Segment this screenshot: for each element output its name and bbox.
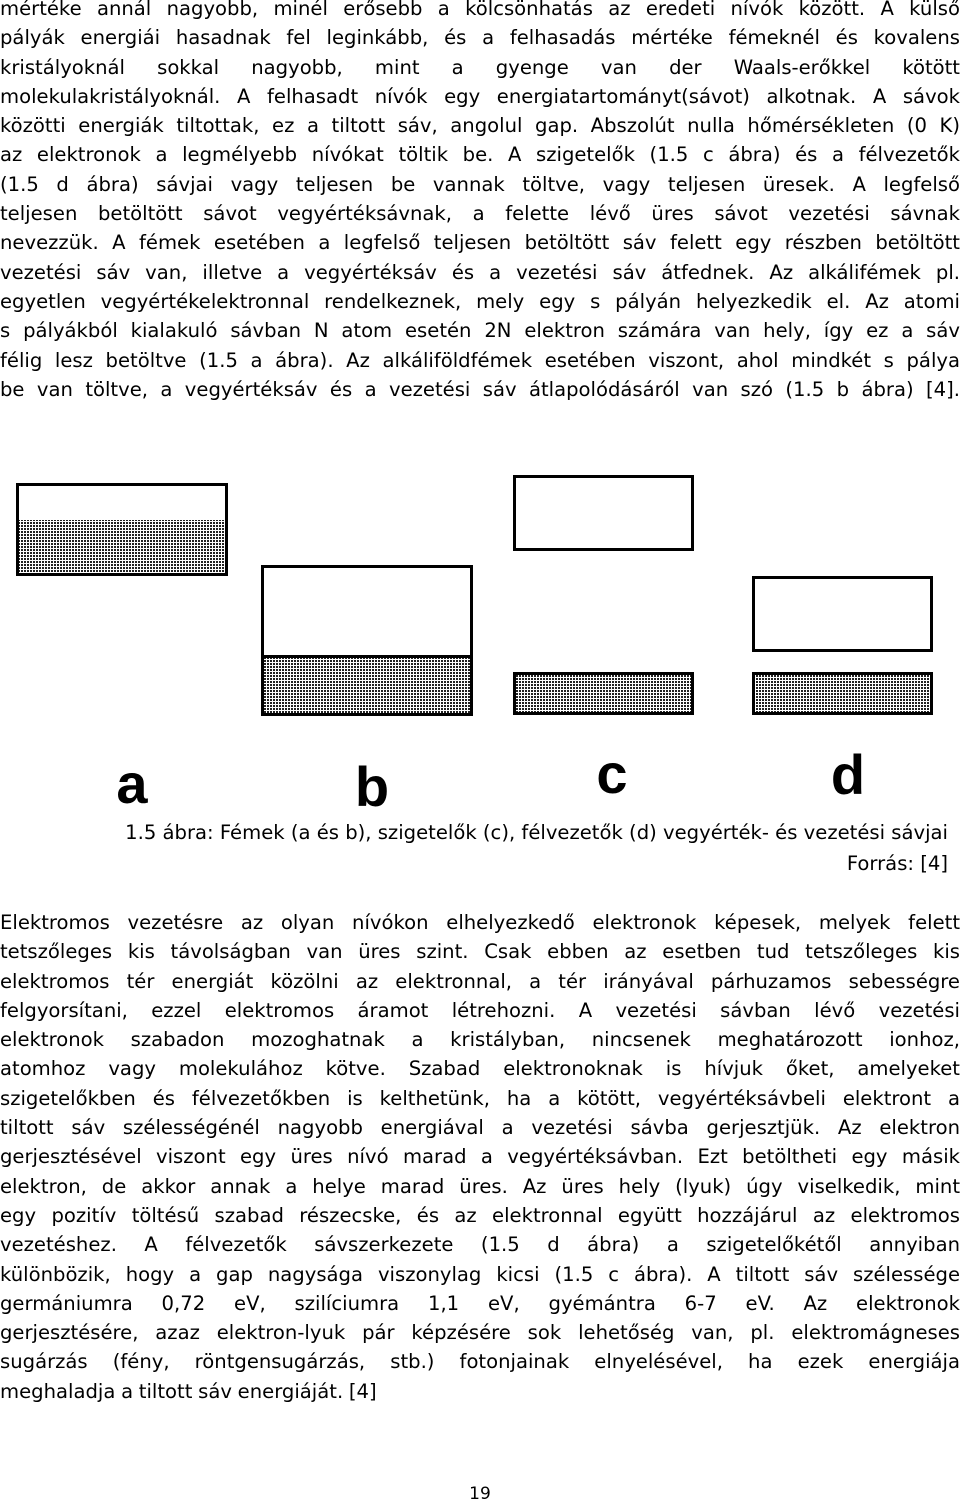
text-line: molekulakristályoknál. A felhasadt nívók egy energiatartományt(sávot) alkotnak. A sávok [0, 84, 960, 108]
figure-label-d: d [830, 743, 866, 806]
text-line: sugárzás (fény, röntgensugárzás, stb.) fotonjainak elnyelésével, ha ezek energiája [0, 1350, 960, 1374]
text-line: be van töltve, a vegyértéksáv és a vezetési sáv átlapolódásáról van szó (1.5 b ábra) [4]. [0, 377, 960, 401]
text-line: tetszőleges kis távolságban van üres szint. Csak ebben az esetben tud tetszőleges kis [0, 940, 960, 964]
text-line: különbözik, hogy a gap nagysága viszonylag kicsi (1.5 c ábra). A tiltott sáv szélessége [0, 1262, 960, 1286]
figure-label-b: b [354, 755, 390, 818]
text-line: (1.5 d ábra) sávjai vagy teljesen be vannak töltve, vagy teljesen üresek. A legfelső [0, 172, 960, 196]
paragraph-2 [0, 908, 960, 1406]
band-diagram-a [18, 485, 227, 575]
band-diagram-b [263, 567, 472, 715]
text-line: felgyorsítani, ezzel elektromos áramot létrehozni. A vezetési sávban lévő vezetési [0, 998, 960, 1022]
text-line: gerjesztésére, azaz elektron-lyuk pár képzésére sok lehetőség van, pl. elektromágneses [0, 1321, 960, 1345]
paragraph-1 [0, 0, 960, 404]
text-line: egyetlen vegyértékelektronnal rendelkeznek, mely egy s pályán helyezkedik el. Az atomi [0, 289, 960, 313]
figure-label-a: a [116, 752, 148, 815]
text-line: elektron, de akkor annak a helye marad üres. Az üres hely (lyuk) úgy viselkedik, mint [0, 1174, 960, 1198]
figure-source: Forrás: [4] [846, 852, 948, 875]
text-line: elektromos tér energiát közölni az elektronnal, a tér irányával párhuzamos sebességre [0, 969, 960, 993]
page-number: 19 [469, 1484, 491, 1504]
text-line: gerjesztésével viszont egy üres nívó marad a vegyértéksávban. Ezt betöltheti egy másik [0, 1145, 960, 1169]
text-line: félig lesz betöltve (1.5 a ábra). Az alkáliföldfémek esetében viszont, ahol mindkét s pálya [0, 348, 960, 372]
band-diagram-c [515, 477, 693, 714]
text-line: egy pozitív töltésű szabad részecske, és az elektronnal együtt hozzájárul az elektromos [0, 1203, 960, 1227]
text-line: nevezzük. A fémek esetében a legfelső teljesen betöltött sáv felett egy részben betöltött [0, 231, 960, 255]
text-line: szigetelőkben és félvezetőkben is kelthetünk, ha a kötött, vegyértéksávbeli elektront a [0, 1086, 960, 1110]
text-line: germániumra 0,72 eV, szilíciumra 1,1 eV, gyémántra 6-7 eV. Az elektronok [0, 1291, 960, 1315]
band-structure-figure [0, 440, 960, 820]
text-line: meghaladja a tiltott sáv energiáját. [4] [0, 1379, 377, 1403]
text-line: elektronok szabadon mozoghatnak a kristályban, nincsenek meghatározott ionhoz, [0, 1028, 960, 1052]
text-line: az elektronok a legmélyebb nívókat töltik be. A szigetelők (1.5 c ábra) és a félvezetők [0, 143, 960, 167]
text-line: közötti energiák tiltottak, ez a tiltott sáv, angolul gap. Abszolút nulla hőmérsékleten (0 K) [0, 114, 960, 138]
text-line: mértéke annál nagyobb, minél erősebb a kölcsönhatás az eredeti nívók között. A külső [0, 0, 960, 20]
text-line: kristályoknál sokkal nagyobb, mint a gyenge van der Waals-erőkkel kötött [0, 55, 960, 79]
figure-label-c: c [596, 742, 628, 805]
text-line: vezetéshez. A félvezetők sávszerkezete (1.5 d ábra) a szigetelőkétől annyiban [0, 1233, 960, 1257]
text-line: atomhoz vagy molekulához kötve. Szabad elektronoknak is hívjuk őket, amelyeket [0, 1057, 960, 1081]
text-line: teljesen betöltött sávot vegyértéksávnak, a felette lévő üres sávot vezetési sávnak [0, 202, 960, 226]
text-line: Elektromos vezetésre az olyan nívókon elhelyezkedő elektronok képesek, melyek felett [0, 911, 960, 934]
text-line: vezetési sáv van, illetve a vegyértéksáv és a vezetési sáv átfednek. Az alkálifémek pl. [0, 260, 960, 284]
text-line: tiltott sáv szélességénél nagyobb energiával a vezetési sávba gerjesztjük. Az elektron [0, 1116, 960, 1140]
text-line: pályák energiái hasadnak fel leginkább, és a felhasadás mértéke fémeknél és kovalens [0, 26, 960, 50]
figure-caption: 1.5 ábra: Fémek (a és b), szigetelők (c), félvezetők (d) vegyérték- és vezetési sávjai [125, 821, 948, 844]
text-line: s pályákból kialakuló sávban N atom esetén 2N elektron számára van hely, így ez a sáv [0, 319, 960, 343]
band-diagram-d [754, 578, 932, 714]
